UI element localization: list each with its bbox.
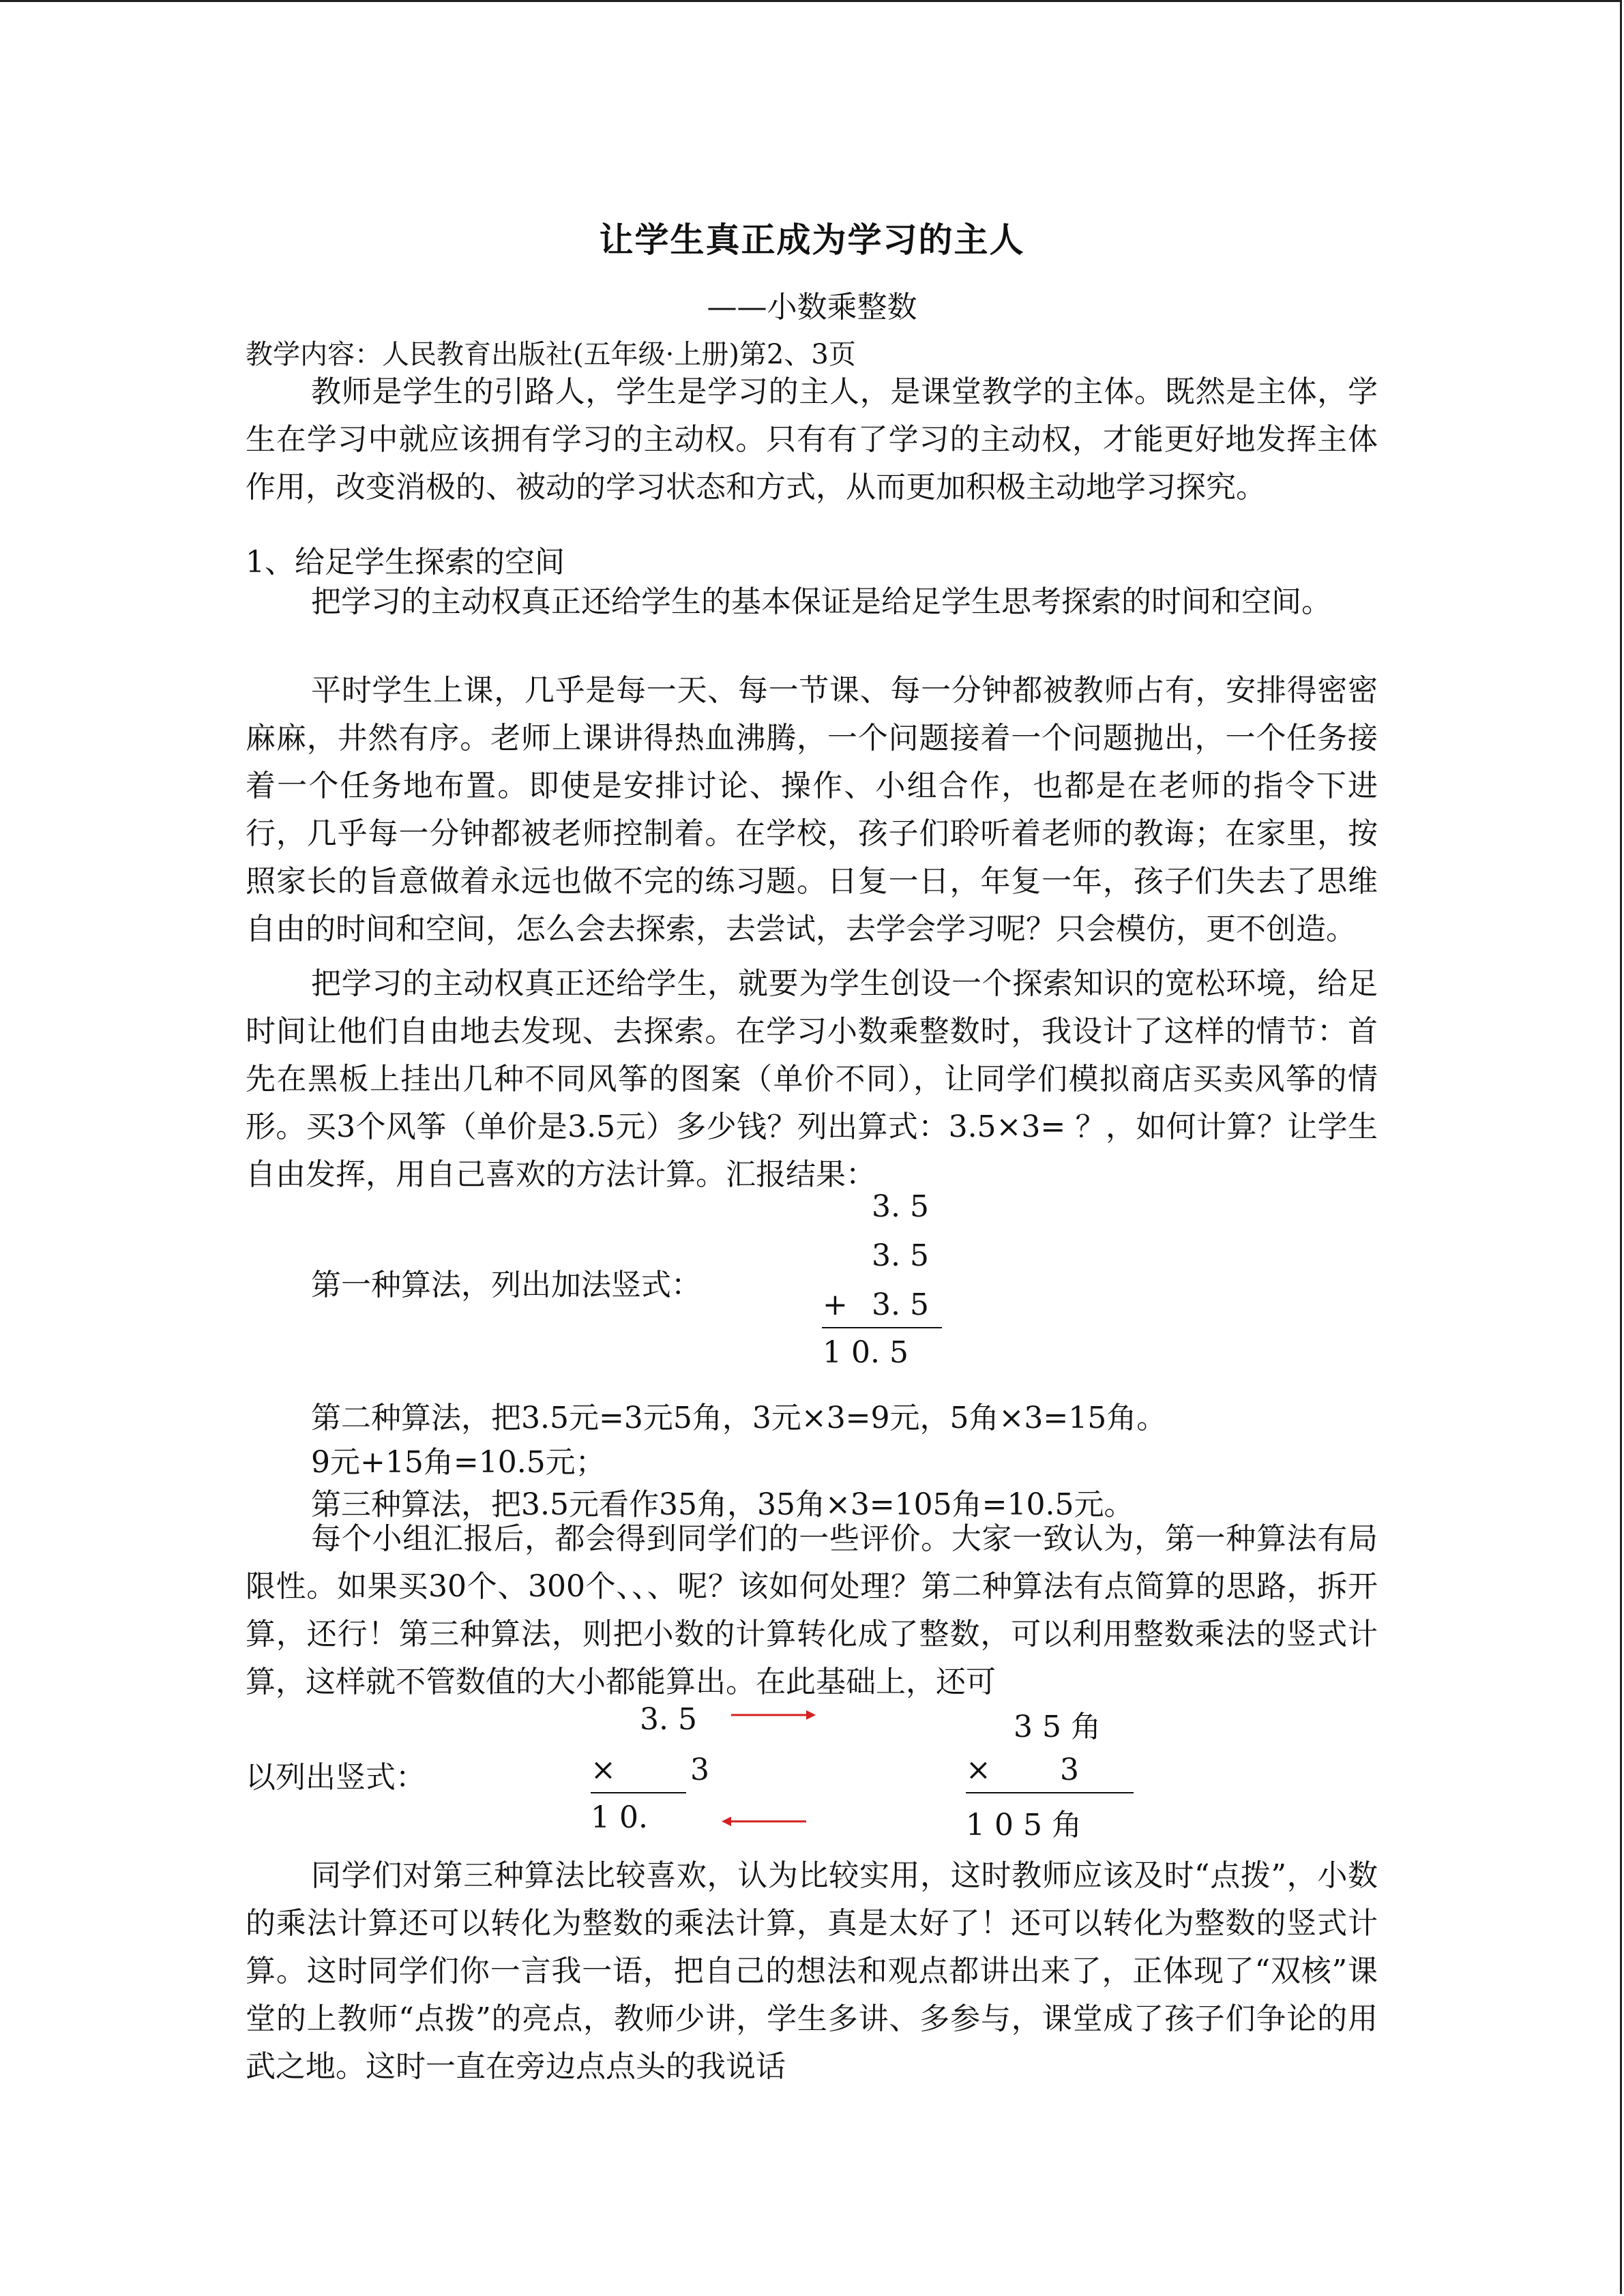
calc-left-top: 3. 5 <box>640 1702 697 1737</box>
method1-label: 第一种算法，列出加法竖式： <box>311 1268 701 1302</box>
calc-left-times-sign: × <box>591 1753 616 1787</box>
method2-line2: 9元+15角=10.5元； <box>311 1445 606 1480</box>
section1-para1: 把学习的主动权真正还给学生的基本保证是给足学生思考探索的时间和空间。 <box>311 584 1331 619</box>
calc-right-times-sign: × <box>966 1753 991 1787</box>
calc-right-multiplier: 3 <box>1060 1753 1079 1787</box>
calc-right-result: 1 0 5 角 <box>966 1808 1082 1843</box>
section1-heading: 1、给足学生探索的空间 <box>246 545 565 580</box>
calc-left-multiplier: 3 <box>690 1753 709 1787</box>
intro-paragraph-block <box>246 368 1378 511</box>
closing-paragraph-block <box>246 1852 1378 2091</box>
evaluation-paragraph-block <box>246 1515 1378 1706</box>
intro-paragraph: 教师是学生的引路人，学生是学习的主人，是课堂教学的主体。既然是主体，学生在学习中就应该拥有学习的主动权。只有有了学习的主动权，才能更好地发挥主体作用，改变消极的、被动的学习状态和方式，从而更加积极主动地学习探究。 <box>246 374 1378 505</box>
document-title: 让学生真正成为学习的主人 <box>599 220 1025 260</box>
document-subtitle: ——小数乘整数 <box>707 290 917 325</box>
vertical-calc-label: 以列出竖式： <box>246 1760 426 1795</box>
section1-para1-block <box>246 578 1378 626</box>
calc-right-top: 3 5 角 <box>1014 1710 1101 1744</box>
arrow-left-icon <box>719 1811 808 1832</box>
calc-left-result: 1 0. <box>591 1800 648 1835</box>
method1-row2: 3. 5 <box>872 1238 929 1273</box>
method1-plus-sign: + <box>823 1287 848 1322</box>
section1-para2: 平时学生上课，几乎是每一天、每一节课、每一分钟都被教师占有，安排得密密麻麻，井然有序。老师上课讲得热血沸腾，一个问题接着一个问题抛出，一个任务接着一个任务地布置。即使是安排讨论、操作、小组合作，也都是在老师的指令下进行，几乎每一分钟都被老师控制着。在学校，孩子们聆听着老师的教诲；在家里，按照家长的旨意做着永远也做不完的练习题。日复一日，年复一年，孩子们失去了思维自由的时间和空间，怎么会去探索，去尝试，去学会学习呢？只会模仿，更不创造。 <box>246 673 1378 946</box>
calc-left-line <box>591 1792 686 1793</box>
method2-line1: 第二种算法，把3.5元=3元5角，3元×3=9元，5角×3=15角。 <box>311 1401 1167 1435</box>
method1-sum-line <box>822 1327 942 1328</box>
section1-para3-block <box>246 960 1378 1199</box>
section1-para2-block <box>246 667 1378 953</box>
evaluation-paragraph: 每个小组汇报后，都会得到同学们的一些评价。大家一致认为，第一种算法有局限性。如果买30个、300个、、、呢？该如何处理？第二种算法有点简算的思路，拆开算，还行！第三种算法，则把小数的计算转化成了整数，可以利用整数乘法的竖式计算，这样就不管数值的大小都能算出。在此基础上，还可 <box>246 1521 1378 1699</box>
method3-line: 第三种算法，把3.5元看作35角，35角×3=105角=10.5元。 <box>311 1487 1134 1522</box>
method1-result: 1 0. 5 <box>823 1335 909 1370</box>
method1-row3: 3. 5 <box>872 1287 929 1322</box>
calc-right-line <box>966 1792 1134 1793</box>
teaching-content: 教学内容：人民教育出版社(五年级·上册)第2、3页 <box>246 339 856 370</box>
section1-para3: 把学习的主动权真正还给学生，就要为学生创设一个探索知识的宽松环境，给足时间让他们自由地去发现、去探索。在学习小数乘整数时，我设计了这样的情节：首先在黑板上挂出几种不同风筝的图案（单价不同），让同学们模拟商店买卖风筝的情形。买3个风筝（单价是3.5元）多少钱？列出算式：3.5×3= ？，如何计算？让学生自由发挥，用自己喜欢的方法计算。汇报结果： <box>246 966 1378 1192</box>
method1-row1: 3. 5 <box>872 1189 929 1224</box>
closing-paragraph: 同学们对第三种算法比较喜欢，认为比较实用，这时教师应该及时“点拨”，小数的乘法计算还可以转化为整数的乘法计算，真是太好了！还可以转化为整数的竖式计算。这时同学们你一言我一语，把自己的想法和观点都讲出来了，正体现了“双核”课堂的上教师“点拨”的亮点，教师少讲，学生多讲、多参与，课堂成了孩子们争论的用武之地。这时一直在旁边点点头的我说话 <box>246 1858 1378 2084</box>
arrow-right-icon <box>730 1705 818 1725</box>
